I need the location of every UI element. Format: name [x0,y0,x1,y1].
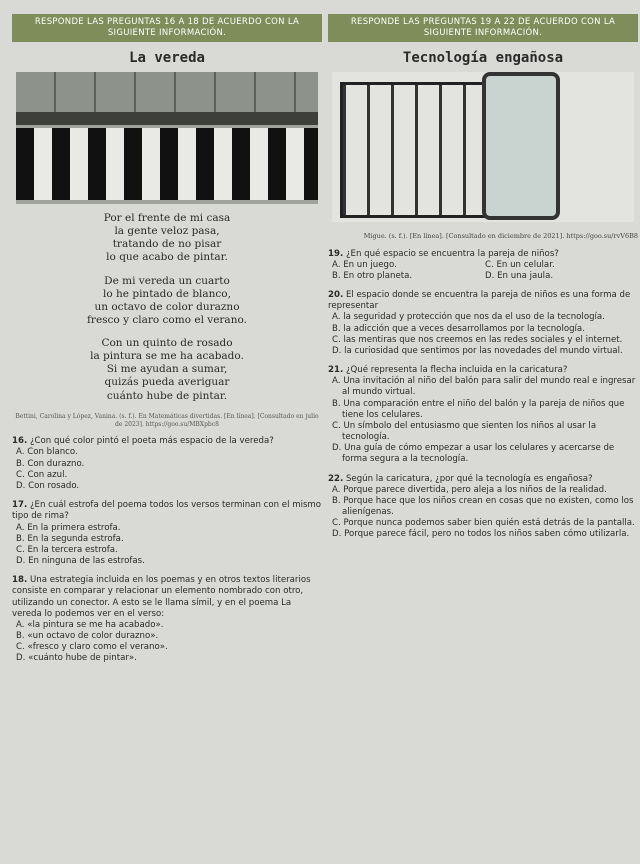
question-number: 21. [328,365,344,376]
option: A. la seguridad y protección que nos da el uso de la tecnología. [332,312,605,323]
option: B. Porque hace que los niños crean en cosas que no existen, como los alienígenas. [332,495,634,518]
verse: la pintura se me ha acabado. [90,350,244,363]
question-number: 20. [328,290,344,301]
verse: la gente veloz pasa, [114,225,220,238]
verse: lo que acabo de pintar. [106,251,228,264]
poem-source: Bettini, Carolina y López, Vanina. (s. f.). En Matemáticas divertidas. [En línea]. [Consultado en julio de 2023]. https://goo.su/MBXpbc8 [15,412,319,428]
verse: De mi vereda un cuarto [104,274,230,287]
question-number: 18. [12,575,28,586]
verse: Con un quinto de rosado [101,337,233,350]
verse: Si me ayudan a sumar, [106,363,228,376]
option: D. En una jaula. [485,270,554,281]
option: A. Una invitación al niño del balón para salir del mundo real e ingresar al mundo virtual. [332,376,636,398]
option: A. Con blanco. [16,447,78,458]
option: A. «la pintura se me ha acabado». [16,619,164,630]
option: D. En ninguna de las estrofas. [16,556,145,567]
stanza-1 [12,212,322,265]
verse: un octavo de color durazno [94,300,240,313]
question [328,290,638,357]
option: B. Una comparación entre el niño del balón y la pareja de niños que tiene los celulares. [332,398,625,420]
option: C. Con azul. [16,469,68,480]
question-number: 16. [12,436,28,447]
question-text: Según la caricatura, ¿por qué la tecnología es engañosa? [345,473,593,484]
poem [12,212,322,403]
option: B. Con durazno. [16,458,85,469]
option: A. En un juego. [332,259,397,270]
option: D. Una guía de cómo empezar a usar los celulares y acercarse de forma segura a la tecnología. [332,443,615,465]
question [328,365,638,466]
verse: Por el frente de mi casa [103,212,231,225]
option: B. En otro planeta. [332,270,413,281]
stanza-2 [12,275,322,328]
question-text: ¿Qué representa la flecha incluida en la caricatura? [345,365,568,376]
question-text: El espacio donde se encuentra la pareja de niños es una forma de representar [328,290,631,312]
right-column [328,0,638,541]
cartoon-illustration [332,72,634,222]
section-header: RESPONDE LAS PREGUNTAS 16 A 18 DE ACUERDO CON LA SIGUIENTE INFORMACIÓN. [12,14,322,42]
option: A. Porque parece divertida, pero aleja a los niños de la realidad. [332,484,607,495]
question-text: Una estrategia incluida en los poemas y en otros textos literarios consiste en comparar y relacionar un elemento nombrado con otro, utilizando un conector. A esto se le llama símil, y en el poema La vereda lo podemos ver en el verso: [12,575,311,619]
question [12,500,322,567]
question-text: ¿En qué espacio se encuentra la pareja de niños? [345,248,559,259]
left-column [12,0,322,665]
cartoon-source: Migue. (s. f.). [En línea]. [Consultado en diciembre de 2021]. https://goo.su/rvV6B8 [363,232,638,241]
option: C. En un celular. [485,259,555,270]
stanza-3 [12,337,322,403]
option: A. En la primera estrofa. [16,522,121,533]
question-text: ¿Con qué color pintó el poeta más espacio de la vereda? [29,436,274,447]
question [12,436,322,492]
sidewalk-illustration [16,72,318,204]
verse: lo he pintado de blanco, [103,287,231,300]
option: B. En la segunda estrofa. [16,533,124,544]
section-header: RESPONDE LAS PREGUNTAS 19 A 22 DE ACUERDO CON LA SIGUIENTE INFORMACIÓN. [328,14,638,42]
question-number: 22. [328,473,344,484]
verse: fresco y claro como el verano. [87,313,247,326]
question [328,474,638,541]
verse: quizás pueda averiguar [104,376,230,389]
cartoon-title: Tecnología engañosa [402,50,564,67]
verse: tratando de no pisar [112,238,222,251]
option: B. la adicción que a veces desarrollamos por la tecnología. [332,323,585,334]
option: D. «cuánto hube de pintar». [16,653,137,664]
option: C. Porque nunca podemos saber bien quién está detrás de la pantalla. [332,518,635,529]
option: C. «fresco y claro como el verano». [16,642,168,653]
option: D. Porque parece fácil, pero no todos los niños saben cómo utilizarla. [332,529,630,540]
option: C. En la tercera estrofa. [16,544,118,555]
verse: cuánto hube de pintar. [106,389,228,402]
option: D. la curiosidad que sentimos por las novedades del mundo virtual. [332,345,623,356]
question-text: ¿En cuál estrofa del poema todos los versos terminan con el mismo tipo de rima? [12,500,322,522]
option: B. «un octavo de color durazno». [16,631,159,642]
question-number: 17. [12,500,28,511]
question-number: 19. [328,248,344,259]
option: D. Con rosado. [16,481,80,491]
question-19 [328,249,638,283]
option: C. las mentiras que nos creemos en las redes sociales y el internet. [332,334,623,345]
poem-title: La vereda [129,50,205,67]
question [12,575,322,664]
option: C. Un símbolo del entusiasmo que sienten los niños al usar la tecnología. [332,420,597,443]
